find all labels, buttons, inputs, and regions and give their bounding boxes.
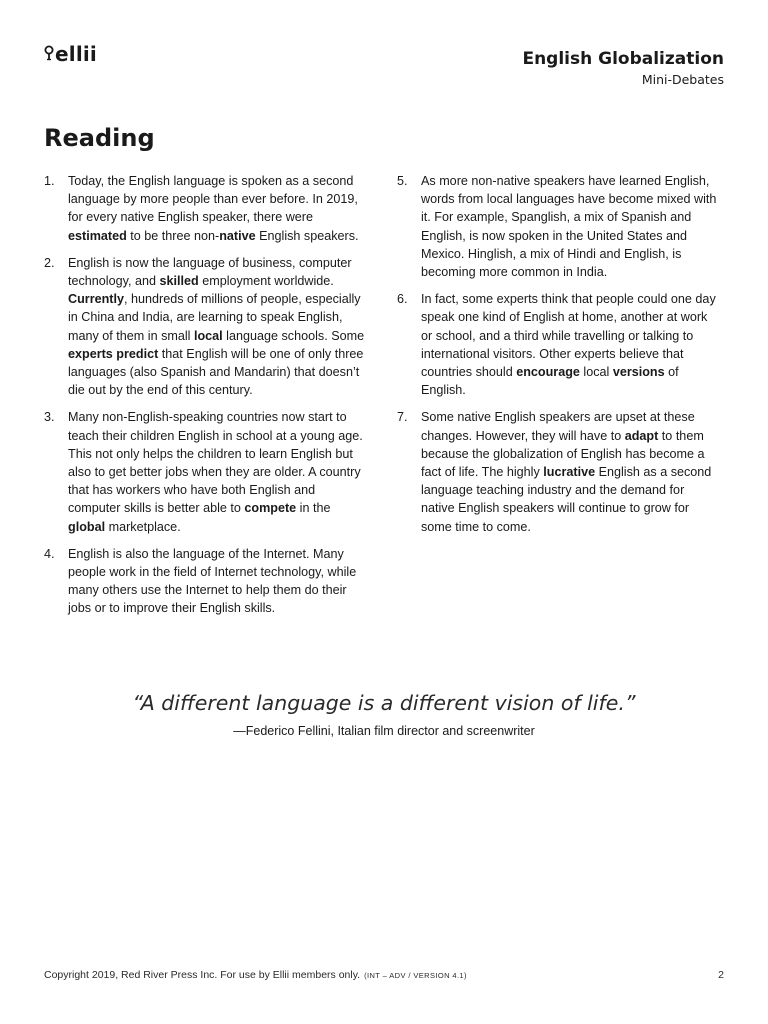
reading-column-right xyxy=(397,172,718,545)
paragraph-text: Many non-English-speaking countries now start to teach their children English in school at a young age. This not only helps the children to learn English but also to get better jobs when they are older. A country that has workers who have both English and computer skills is better able to compete in the global marketplace. xyxy=(68,410,363,534)
footer-copyright-line xyxy=(44,969,467,981)
paragraph-number: 6. xyxy=(397,292,408,307)
document-subtitle: Mini-Debates xyxy=(641,72,724,87)
vocabulary-word: compete xyxy=(244,501,297,516)
vocabulary-word: experts predict xyxy=(68,346,159,361)
reading-paragraph xyxy=(44,172,365,245)
paragraph-text: As more non-native speakers have learned English, words from local languages have become mixed with it. For example, Spanglish, a mix of Spanish and English, is now spoken in the United States and Mexico. Hinglish, a mix of Hindi and English, is becoming more common in India. xyxy=(421,174,717,280)
paragraph-text: English is also the language of the Internet. Many people work in the field of Internet technology, while many others use the Internet to help them do their jobs or to improve their English skills. xyxy=(68,546,357,616)
ellii-logo xyxy=(44,42,97,66)
page-footer xyxy=(44,969,724,981)
vocabulary-word: estimated xyxy=(68,228,127,243)
lightbulb-icon xyxy=(44,44,54,64)
reading-paragraph xyxy=(397,172,718,281)
reading-paragraph xyxy=(397,290,718,399)
reading-paragraph xyxy=(44,254,365,400)
paragraph-number: 4. xyxy=(44,546,55,561)
quote-block xyxy=(0,688,768,740)
vocabulary-word: Currently xyxy=(68,292,124,307)
paragraph-text: English is now the language of business, computer technology, and skilled employment worldwide. Currently, hundreds of millions of people, especially in China and India, are learning to speak English, many of them in small local language schools. Some experts predict that English will be one of only three languages (also Spanish and Mandarin) that doesn’t die out by the end of this century. xyxy=(68,255,365,398)
section-heading: Reading xyxy=(44,124,155,152)
document-header xyxy=(522,48,724,89)
vocabulary-word: versions xyxy=(612,365,665,380)
page-number: 2 xyxy=(718,969,724,981)
copyright-text: Copyright 2019, Red River Press Inc. For use by Ellii members only. xyxy=(44,969,361,981)
paragraph-text: Some native English speakers are upset at these changes. However, they will have to adapt to them because the globalization of English has become a fact of life. The highly lucrative English as a second language teaching industry and the demand for native English speakers will continue to grow for some time to come. xyxy=(421,410,712,534)
reading-paragraph xyxy=(44,408,365,535)
vocabulary-word: adapt xyxy=(624,428,659,443)
vocabulary-word: encourage xyxy=(516,365,580,380)
quote-attribution: —Federico Fellini, Italian film director and screenwriter xyxy=(233,724,535,738)
vocabulary-word: native xyxy=(219,228,256,243)
paragraph-number: 7. xyxy=(397,410,408,425)
paragraph-text: In fact, some experts think that people could one day speak one kind of English at home, another at work or school, and a third while travelling or talking to international visitors. Other experts believe that countries should encourage local versions of English. xyxy=(421,292,716,398)
vocabulary-word: lucrative xyxy=(543,465,596,480)
reading-paragraph xyxy=(397,408,718,535)
paragraph-number: 3. xyxy=(44,410,55,425)
quote-text: “A different language is a different vision of life.” xyxy=(132,691,636,715)
logo-text: ellii xyxy=(55,42,97,66)
reading-column-left xyxy=(44,172,365,627)
version-text: (INT – ADV / VERSION 4.1) xyxy=(364,971,467,980)
vocabulary-word: local xyxy=(193,328,223,343)
paragraph-number: 1. xyxy=(44,174,55,188)
reading-paragraph xyxy=(44,545,365,618)
vocabulary-word: skilled xyxy=(159,274,199,289)
paragraph-number: 2. xyxy=(44,255,55,270)
document-title: English Globalization xyxy=(522,49,724,69)
vocabulary-word: global xyxy=(68,519,106,534)
paragraph-text: Today, the English language is spoken as a second language by more people than ever before. In 2019, for every native English speaker, there were estimated to be three non-native English speakers. xyxy=(68,174,359,243)
paragraph-number: 5. xyxy=(397,174,408,188)
